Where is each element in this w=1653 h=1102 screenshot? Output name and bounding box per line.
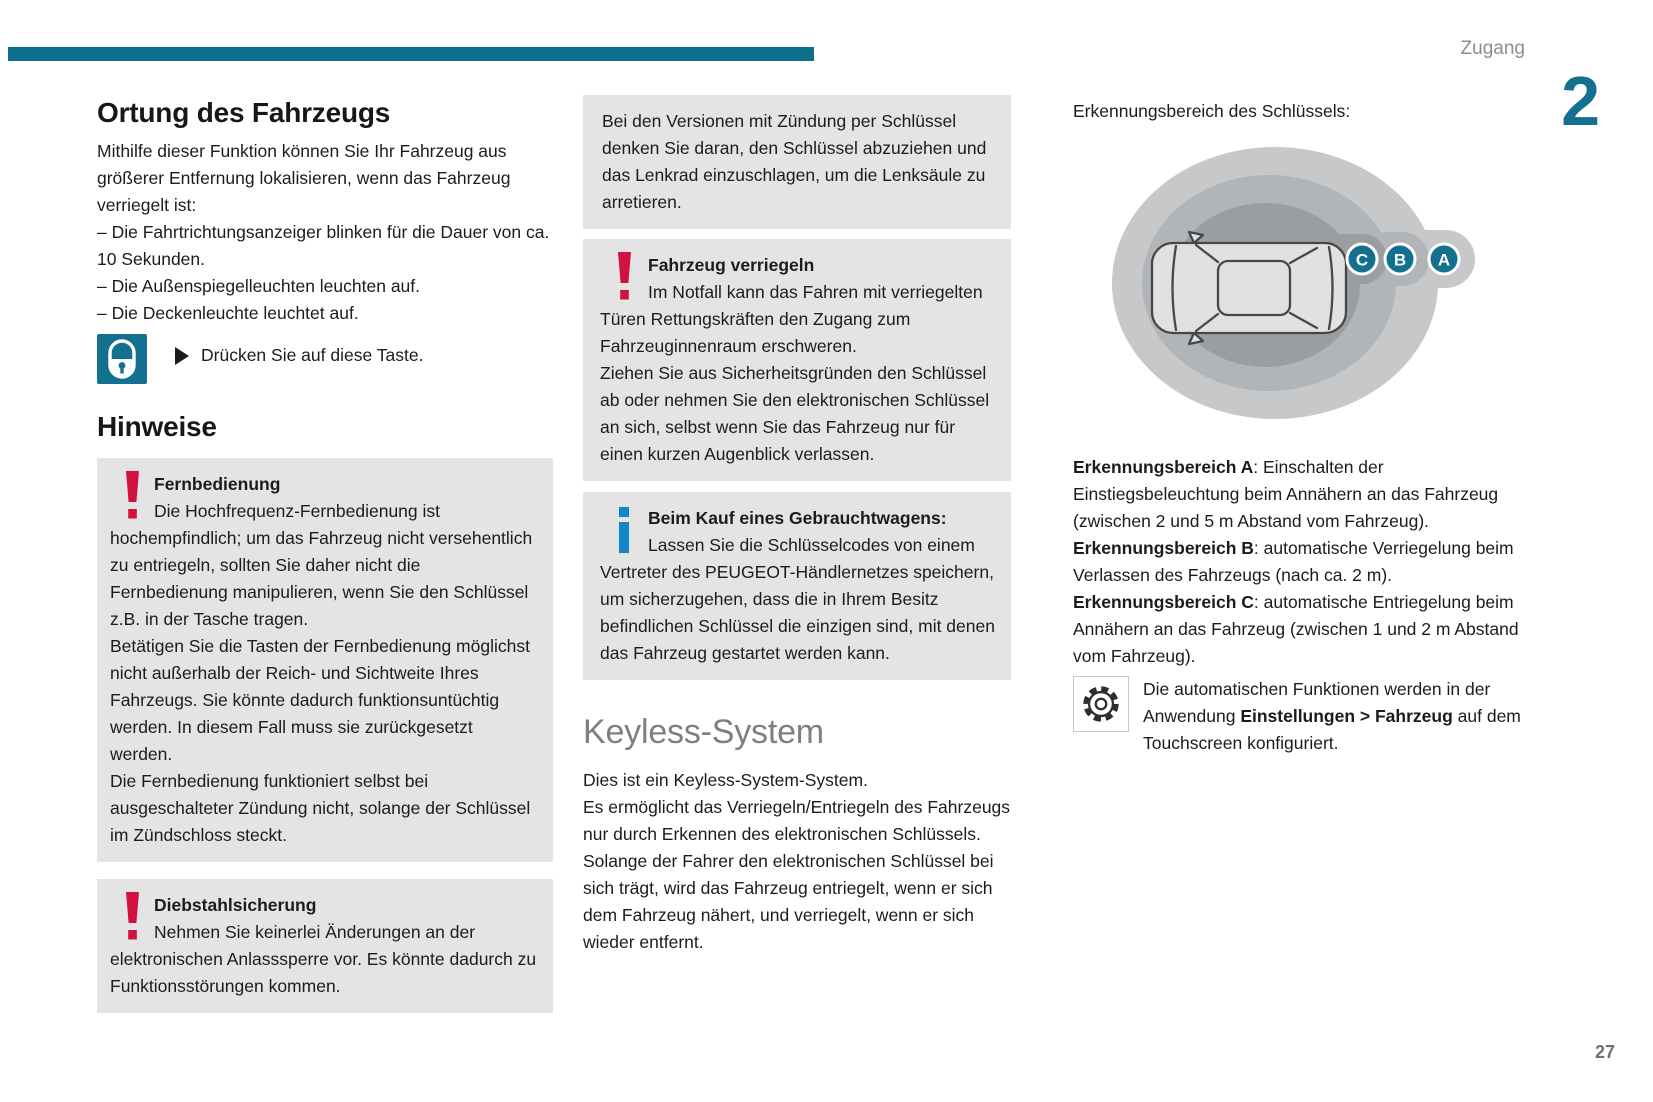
warning-paragraph: Die Hochfrequenz-Fernbedienung ist hochempfindlich; um das Fahrzeug nicht versehentlich zu entriegeln, sollten Sie daher nicht die Fernbedienung manipulieren, wenn Sie den Schlüssel z.B. in der Tasche tragen. <box>110 501 533 629</box>
page-title: Ortung des Fahrzeugs <box>97 97 391 128</box>
chapter-number: 2 <box>1561 62 1600 140</box>
gear-icon <box>1073 676 1129 732</box>
section-title-hinweise: Hinweise <box>97 411 217 442</box>
settings-note-text: Die automatischen Funktionen werden in der Anwendung Einstellungen > Fahrzeug auf dem Touchscreen konfiguriert. <box>1143 679 1521 753</box>
zone-b-description: Erkennungsbereich B: automatische Verriegelung beim Verlassen des Fahrzeugs (nach ca. 2 m). <box>1073 538 1514 585</box>
action-arrow-icon <box>175 347 189 365</box>
keyless-paragraph: Solange der Fahrer den elektronischen Schlüssel bei sich trägt, wird das Fahrzeug entriegelt, wenn er sich dem Fahrzeug nähert, und verriegelt, wenn er sich wieder entfernt. <box>583 851 994 952</box>
bullet-item: – Die Deckenleuchte leuchtet auf. <box>97 303 359 323</box>
keyless-paragraph: Dies ist ein Keyless-System-System. <box>583 770 868 790</box>
warning-paragraph: Nehmen Sie keinerlei Änderungen an der elektronischen Anlasssperre vor. Es könnte dadurch zu Funktionsstörungen kommen. <box>110 922 537 996</box>
zone-c-name: Erkennungsbereich C <box>1073 592 1254 612</box>
warning-paragraph: Betätigen Sie die Tasten der Fernbedienung möglichst nicht außerhalb der Reich- und Sichtweite Ihres Fahrzeugs. Sie könnte dadurch funktionsuntüchtig werden. In diesem Fall muss sie zurückgesetzt werden. <box>110 636 530 764</box>
lock-button-icon <box>97 334 147 389</box>
warning-title: Fahrzeug verriegeln <box>648 255 815 275</box>
warning-exclamation-icon <box>600 252 648 304</box>
note-text: Bei den Versionen mit Zündung per Schlüssel denken Sie daran, den Schlüssel abzuziehen und das Lenkrad einzuschlagen, um die Lenksäule zu arretieren. <box>602 111 987 212</box>
action-text: Drücken Sie auf diese Taste. <box>201 345 424 365</box>
lock-button-row <box>97 334 553 389</box>
warning-paragraph: Ziehen Sie aus Sicherheitsgründen den Schlüssel ab oder nehmen Sie den elektronischen Schlüssel an sich, selbst wenn Sie das Fahrzeug nur für einen kurzen Augenblick verlassen. <box>600 363 990 464</box>
warning-box-theft <box>97 879 553 1013</box>
zone-b-name: Erkennungsbereich B <box>1073 538 1254 558</box>
zone-label-c: C <box>1355 250 1369 270</box>
action-line <box>175 342 423 369</box>
zone-a-name: Erkennungsbereich A <box>1073 457 1254 477</box>
bullet-item: – Die Fahrtrichtungsanzeiger blinken für die Dauer von ca. 10 Sekunden. <box>97 222 550 269</box>
settings-menu-path: Einstellungen > Fahrzeug <box>1240 706 1453 726</box>
zone-label-a: A <box>1437 250 1451 270</box>
keyless-body <box>583 767 1011 956</box>
settings-note <box>1073 676 1533 757</box>
keyless-system-title: Keyless-System <box>583 713 824 751</box>
note-box-key-ignition <box>583 95 1011 229</box>
zone-c-description: Erkennungsbereich C: automatische Entriegelung beim Annähern an das Fahrzeug (zwischen 1 und 2 m Abstand vom Fahrzeug). <box>1073 592 1519 666</box>
page-number: 27 <box>1594 1042 1615 1062</box>
diagram-caption: Erkennungsbereich des Schlüssels: <box>1073 101 1351 121</box>
right-column <box>1073 88 1533 757</box>
warning-title: Fernbedienung <box>154 474 281 494</box>
bullet-item: – Die Außenspiegelleuchten leuchten auf. <box>97 276 421 296</box>
warning-box-remote <box>97 458 553 862</box>
middle-column <box>583 88 1011 956</box>
header-section-label: Zugang <box>1460 38 1525 59</box>
info-title: Beim Kauf eines Gebrauchtwagens: <box>648 508 947 528</box>
warning-title: Diebstahlsicherung <box>154 895 317 915</box>
warning-paragraph: Im Notfall kann das Fahren mit verriegelten Türen Rettungskräften den Zugang zum Fahrzeuginnenraum erschweren. <box>600 282 983 356</box>
info-paragraph: Lassen Sie die Schlüsselcodes von einem Vertreter des PEUGEOT-Händlernetzes speichern, um sicherzugehen, dass die in Ihrem Besitz befindlichen Schlüssel die einzigen sind, mit denen das Fahrzeug gestartet werden kann. <box>600 535 995 663</box>
zone-a-description: Erkennungsbereich A: Einschalten der Einstiegsbeleuchtung beim Annähern an das Fahrzeug (zwischen 2 und 5 m Abstand vom Fahrzeug). <box>1073 457 1499 531</box>
warning-paragraph: Die Fernbedienung funktioniert selbst bei ausgeschalteter Zündung nicht, solange der Schlüssel im Zündschloss steckt. <box>110 771 531 845</box>
zone-descriptions <box>1073 454 1533 670</box>
left-column <box>97 97 553 1013</box>
detection-zone-diagram <box>1067 131 1533 442</box>
warning-exclamation-icon <box>110 471 154 523</box>
car-top-view-icon <box>1152 232 1346 344</box>
keyless-paragraph: Es ermöglicht das Verriegeln/Entriegeln des Fahrzeugs nur durch Erkennen des elektronischen Schlüssels. <box>583 797 1011 844</box>
info-box-used-car <box>583 492 1011 680</box>
warning-box-lock-vehicle <box>583 239 1011 481</box>
info-icon <box>600 505 648 557</box>
intro-text: Mithilfe dieser Funktion können Sie Ihr Fahrzeug aus größerer Entfernung lokalisieren, wenn das Fahrzeug verriegelt ist: <box>97 141 511 215</box>
warning-exclamation-icon <box>110 892 154 944</box>
top-accent-bar <box>8 47 814 61</box>
zone-label-b: B <box>1393 250 1407 270</box>
